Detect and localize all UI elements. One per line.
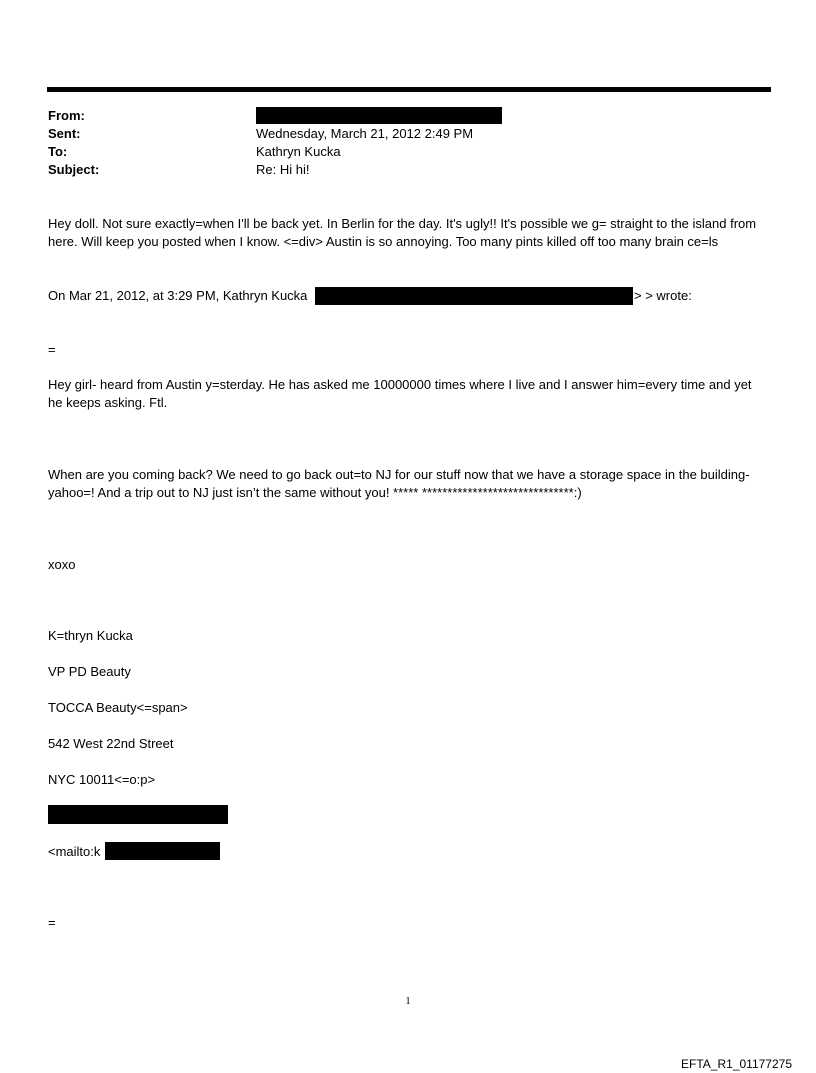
redaction-email-2 xyxy=(105,842,220,860)
header-rule xyxy=(47,87,771,92)
page-number: 1 xyxy=(405,995,411,1007)
redaction-email-1 xyxy=(315,287,633,305)
to-label: To: xyxy=(48,144,68,159)
subject-value: Re: Hi hi! xyxy=(256,162,310,177)
signature-title: VP PD Beauty xyxy=(48,664,131,679)
from-label: From: xyxy=(48,108,85,123)
sent-label: Sent: xyxy=(48,126,81,141)
mailto-prefix: <mailto:k xyxy=(48,844,101,859)
quoted-paragraph-1: Hey girl- heard from Austin y=sterday. He has asked me 10000000 times where I live and I answer him=every time and yet he keeps asking. Ftl. xyxy=(48,377,752,410)
signoff: xoxo xyxy=(48,557,76,572)
equals-line-2: = xyxy=(48,915,56,930)
document-id: EFTA_R1_01177275 xyxy=(681,1057,792,1071)
signature-company: TOCCA Beauty<=span> xyxy=(48,700,188,715)
to-value: Kathryn Kucka xyxy=(256,144,341,159)
signature-address: 542 West 22nd Street xyxy=(48,736,174,751)
sent-value: Wednesday, March 21, 2012 2:49 PM xyxy=(256,126,474,141)
redaction-phone xyxy=(48,805,228,824)
reply-paragraph: Hey doll. Not sure exactly=when I'll be back yet. In Berlin for the day. It's ugly!! It's possible we g= straight to the island from here. Will keep you posted when I know. <=div> Austin is so annoying. Too many pints killed off too many brain ce=ls xyxy=(48,216,757,249)
signature-city: NYC 10011<=o:p> xyxy=(48,772,156,787)
redaction-from xyxy=(256,107,502,124)
quoted-paragraph-2: When are you coming back? We need to go back out=to NJ for our stuff now that we have a storage space in the building- yahoo=! And a trip out to NJ just isn’t the same without you! ***** ******************************:) xyxy=(48,467,750,500)
signature-name: K=thryn Kucka xyxy=(48,628,133,643)
equals-line-1: = xyxy=(48,342,56,357)
quote-intro-prefix: On Mar 21, 2012, at 3:29 PM, Kathryn Kucka xyxy=(48,288,308,303)
quote-intro-suffix: > > wrote: xyxy=(634,288,692,303)
subject-label: Subject: xyxy=(48,162,100,177)
